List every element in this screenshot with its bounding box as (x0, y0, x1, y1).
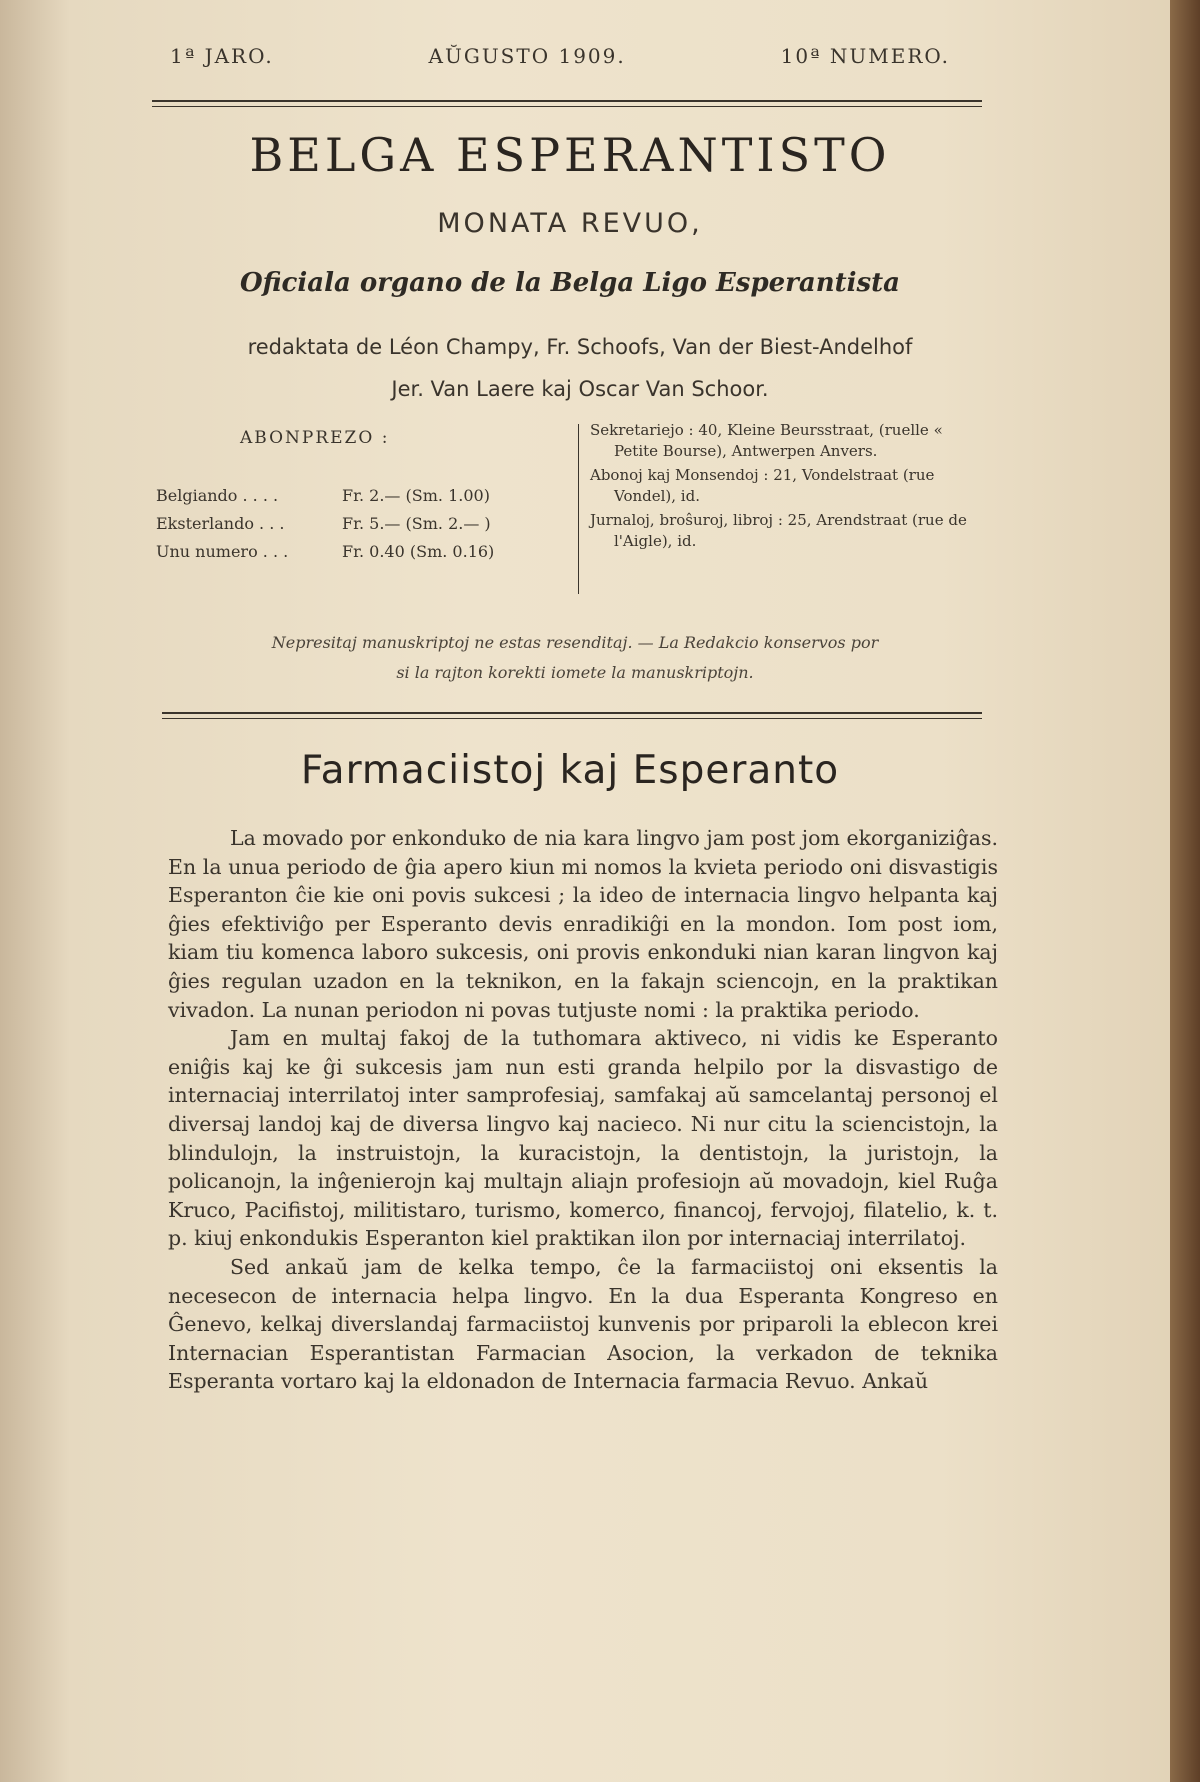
header-rule (152, 100, 982, 102)
contact-addresses (590, 420, 990, 555)
issue-month: AŬGUSTO 1909. (428, 44, 626, 68)
article-title: Farmaciistoj kaj Esperanto (300, 748, 840, 793)
subscription-title: ABONPREZO : (240, 428, 390, 448)
subscription-prices (156, 482, 566, 566)
contact-detail: 25, Arendstraat (rue de l'Aigle), id. (614, 511, 967, 550)
editors-block (150, 326, 1010, 410)
official-organ-line: Oficiala organo de la Belga Ligo Esperantista (239, 268, 900, 298)
column-divider (578, 424, 579, 594)
price-label: Eksterlando . . . (156, 514, 285, 533)
article-paragraph: Jam en multaj fakoj de la tuthomara aktiveco, ni vidis ke Esperanto eniĝis kaj ke ĝi sukcesis jam nun esti granda helpilo por la disvastigo de internaciaj interrilatoj inter samprofesiaj, samfakaj aŭ samcelantaj personoj el diversaj landoj kaj de diversa lingvo kaj nacieco. Ni nur citu la sciencistojn, la blindulojn, la instruistojn, la kuracistojn, la dentistojn, la juristojn, la policanojn, la inĝenierojn kaj multajn aliajn profesiojn aŭ movadojn, kiel Ruĝa Kruco, Pacifistoj, militistaro, turismo, komerco, financoj, fervojoj, filatelio, k. t. p. kiuj enkondukis Esperanton kiel praktikan ilon por internaciaj interrilatoj. (168, 1026, 998, 1251)
editors-line-1: redaktata de Léon Champy, Fr. Schoofs, Van der Biest-Andelhof (247, 335, 913, 359)
price-label: Unu numero . . . (156, 542, 289, 561)
section-rule (162, 712, 982, 714)
contact-detail: 21, Vondelstraat (rue Vondel), id. (614, 466, 935, 505)
contact-entry (590, 465, 990, 507)
issue-number: 10ª NUMERO. (780, 44, 950, 68)
journal-title: BELGA ESPERANTISTO (249, 128, 891, 182)
article-paragraph: Sed ankaŭ jam de kelka tempo, ĉe la farmaciistoj oni eksentis la necesecon de internacia helpa lingvo. En la dua Esperanta Kongreso en Ĝenevo, kelkaj diverslandaj farmaciistoj kunvenis por priparoli la eblecon krei Internacian Esperantistan Farmacian Asocion, la verkadon de teknika Esperanta vortaro kaj la eldonadon de Internacia farmacia Revuo. Ankaŭ (168, 1254, 998, 1394)
contact-lead: Abonoj kaj Monsendoj : (590, 466, 769, 484)
volume-year: 1ª JARO. (170, 44, 274, 68)
section-rule-thin (162, 718, 982, 719)
price-value: Fr. 5.— (Sm. 2.— ) (342, 514, 491, 533)
article-paragraph: La movado por enkonduko de nia kara lingvo jam post jom ekorganiziĝas. En la unua periodo de ĝia apero kiun mi nomos la kvieta periodo oni disvastigis Esperanton ĉie kie oni povis sukcesi ; la ideo de internacia lingvo helpanta kaj ĝies efektiviĝo per Esperanto devis enradikiĝi en la mondon. Iom post iom, kiam tiu komenca laboro sukcesis, oni provis enkonduki nian karan lingvon kaj ĝies regulan uzadon en la teknikon, en la fakajn sciencojn, en la praktikan vivadon. La nunan periodon ni povas tutjuste nomi : la praktika periodo. (168, 826, 998, 1022)
price-value: Fr. 0.40 (Sm. 0.16) (342, 542, 495, 561)
notice-line-2: si la rajton korekti iomete la manuskriptojn. (396, 663, 754, 682)
contact-lead: Sekretariejo : 40, (590, 421, 723, 439)
price-value: Fr. 2.— (Sm. 1.00) (342, 486, 490, 505)
contact-entry (590, 510, 990, 552)
notice-line-1: Nepresitaj manuskriptoj ne estas resenditaj. — La Redakcio konservos por (271, 633, 879, 652)
editorial-notice (160, 628, 990, 688)
editors-line-2: Jer. Van Laere kaj Oscar Van Schoor. (391, 377, 769, 401)
price-label: Belgiando . . . . (156, 486, 279, 505)
price-row (156, 538, 566, 566)
journal-subtitle: MONATA REVUO, (437, 208, 703, 239)
contact-detail: Kleine Beursstraat, (ruelle « Petite Bourse), Antwerpen Anvers. (614, 421, 943, 460)
price-row (156, 510, 566, 538)
book-binding-edge (1170, 0, 1200, 1782)
page-header (170, 44, 950, 68)
contact-lead: Jurnaloj, broŝuroj, libroj : (590, 511, 783, 529)
header-rule-thin (152, 106, 982, 107)
price-row (156, 482, 566, 510)
article-body (168, 824, 998, 1396)
contact-entry (590, 420, 990, 462)
